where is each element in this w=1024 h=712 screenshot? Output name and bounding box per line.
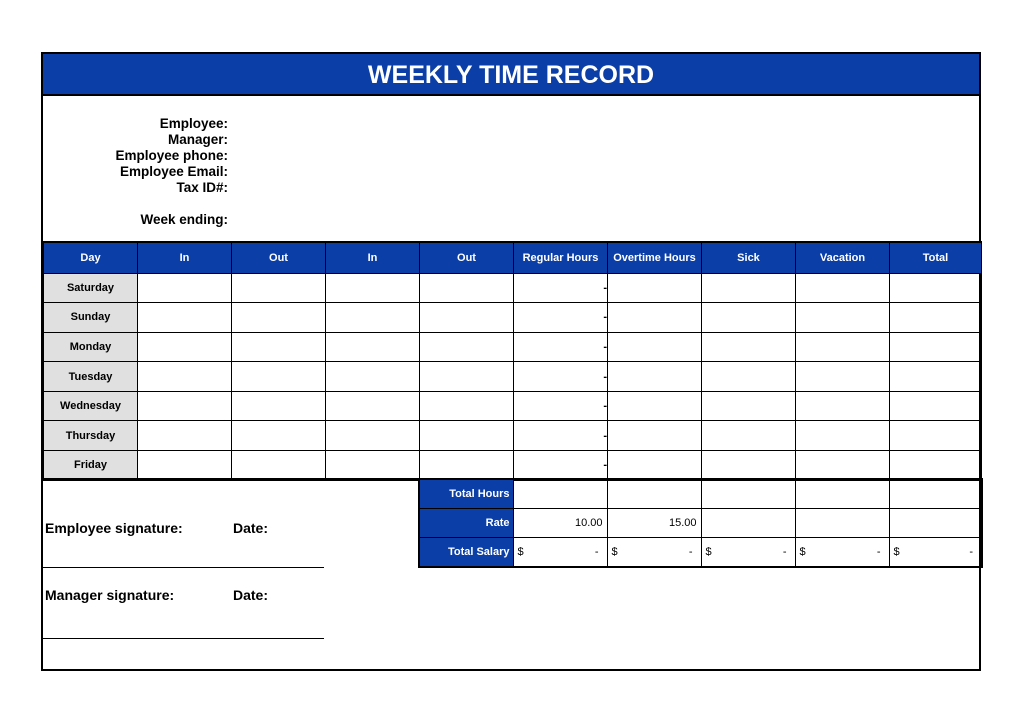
day-cell: Wednesday (44, 391, 138, 421)
currency-symbol: $ (611, 546, 618, 559)
page-title: WEEKLY TIME RECORD (43, 54, 979, 96)
employee-signature-line[interactable] (43, 567, 324, 568)
cell[interactable] (608, 391, 702, 421)
cell[interactable] (796, 362, 890, 392)
cell[interactable] (138, 451, 232, 481)
col-day: Day (44, 242, 138, 273)
regular-hours-cell: - (514, 362, 608, 392)
currency-symbol: $ (893, 546, 900, 559)
rate-label: Rate (419, 508, 513, 537)
cell[interactable] (889, 479, 982, 508)
table-row (44, 273, 982, 303)
cell[interactable] (232, 451, 326, 481)
col-vacation: Vacation (796, 242, 890, 273)
cell[interactable] (326, 421, 420, 451)
cell[interactable] (326, 273, 420, 303)
regular-hours-cell: - (514, 421, 608, 451)
cell[interactable] (702, 391, 796, 421)
cell[interactable] (420, 391, 514, 421)
total-hours-row (419, 479, 982, 508)
cell[interactable] (420, 303, 514, 333)
footer-divider (43, 478, 418, 480)
cell[interactable] (796, 421, 890, 451)
employee-info (43, 116, 228, 228)
cell[interactable] (326, 451, 420, 481)
table-row (44, 421, 982, 451)
rate-row (419, 508, 982, 537)
cell[interactable] (232, 332, 326, 362)
salary-cell (889, 538, 982, 567)
regular-hours-cell: - (514, 451, 608, 481)
cell[interactable] (889, 508, 982, 537)
table-row (44, 362, 982, 392)
cell[interactable] (796, 451, 890, 481)
regular-hours-cell: - (514, 332, 608, 362)
total-salary-row (419, 538, 982, 567)
col-out-2: Out (420, 242, 514, 273)
cell[interactable] (702, 421, 796, 451)
cell[interactable] (232, 303, 326, 333)
day-cell: Saturday (44, 273, 138, 303)
employee-phone-label: Employee phone: (115, 148, 228, 163)
manager-signature-line[interactable] (43, 638, 324, 639)
timesheet-table (43, 241, 982, 481)
regular-rate[interactable]: 10.00 (513, 508, 607, 537)
salary-value: - (782, 546, 787, 559)
cell[interactable] (420, 273, 514, 303)
cell[interactable] (890, 303, 982, 333)
cell[interactable] (608, 332, 702, 362)
cell[interactable] (513, 479, 607, 508)
salary-cell (795, 538, 889, 567)
salary-cell (513, 538, 607, 567)
cell[interactable] (890, 451, 982, 481)
col-overtime-hours: Overtime Hours (608, 242, 702, 273)
table-row (44, 451, 982, 481)
table-row (44, 332, 982, 362)
cell[interactable] (232, 273, 326, 303)
cell[interactable] (795, 508, 889, 537)
cell[interactable] (138, 391, 232, 421)
cell[interactable] (702, 273, 796, 303)
total-hours-label: Total Hours (419, 479, 513, 508)
employee-label: Employee: (159, 116, 228, 131)
total-salary-label: Total Salary (419, 538, 513, 567)
cell[interactable] (608, 273, 702, 303)
week-ending-label: Week ending: (140, 212, 228, 227)
cell[interactable] (232, 391, 326, 421)
cell[interactable] (420, 362, 514, 392)
currency-symbol: $ (799, 546, 806, 559)
employee-date-label: Date: (233, 520, 269, 536)
cell[interactable] (420, 451, 514, 481)
table-row (44, 303, 982, 333)
cell[interactable] (326, 332, 420, 362)
currency-symbol: $ (705, 546, 712, 559)
cell[interactable] (796, 332, 890, 362)
cell[interactable] (890, 362, 982, 392)
cell[interactable] (608, 362, 702, 392)
day-cell: Tuesday (44, 362, 138, 392)
regular-hours-cell: - (514, 391, 608, 421)
cell[interactable] (138, 362, 232, 392)
overtime-rate[interactable]: 15.00 (607, 508, 701, 537)
col-in-1: In (138, 242, 232, 273)
cell[interactable] (890, 332, 982, 362)
cell[interactable] (232, 421, 326, 451)
manager-date-label: Date: (233, 587, 269, 603)
cell[interactable] (607, 479, 701, 508)
manager-signature-label: Manager signature: (45, 587, 175, 603)
currency-symbol: $ (517, 546, 524, 559)
cell[interactable] (138, 303, 232, 333)
tax-id-label: Tax ID#: (176, 180, 228, 195)
cell[interactable] (138, 273, 232, 303)
time-record-sheet (41, 52, 981, 671)
cell[interactable] (420, 421, 514, 451)
cell[interactable] (702, 332, 796, 362)
cell[interactable] (232, 362, 326, 392)
col-out-1: Out (232, 242, 326, 273)
cell[interactable] (702, 303, 796, 333)
cell[interactable] (138, 332, 232, 362)
day-cell: Monday (44, 332, 138, 362)
cell[interactable] (608, 451, 702, 481)
employee-signature-label: Employee signature: (45, 520, 183, 536)
cell[interactable] (796, 273, 890, 303)
cell[interactable] (701, 479, 795, 508)
cell[interactable] (702, 362, 796, 392)
col-in-2: In (326, 242, 420, 273)
salary-cell (701, 538, 795, 567)
table-header-row (44, 242, 982, 273)
salary-cell (607, 538, 701, 567)
salary-value: - (688, 546, 693, 559)
regular-hours-cell: - (514, 273, 608, 303)
table-row (44, 391, 982, 421)
cell[interactable] (608, 303, 702, 333)
cell[interactable] (890, 273, 982, 303)
salary-value: - (876, 546, 881, 559)
cell[interactable] (796, 303, 890, 333)
cell[interactable] (890, 391, 982, 421)
col-total: Total (890, 242, 982, 273)
employee-email-label: Employee Email: (119, 164, 228, 179)
summary-table (418, 478, 983, 568)
col-sick: Sick (702, 242, 796, 273)
day-cell: Sunday (44, 303, 138, 333)
cell[interactable] (608, 421, 702, 451)
cell[interactable] (702, 451, 796, 481)
cell[interactable] (420, 332, 514, 362)
cell[interactable] (138, 421, 232, 451)
day-cell: Friday (44, 451, 138, 481)
salary-value: - (594, 546, 599, 559)
info-spacer (43, 196, 228, 212)
cell[interactable] (890, 421, 982, 451)
cell[interactable] (326, 362, 420, 392)
cell[interactable] (701, 508, 795, 537)
regular-hours-cell: - (514, 303, 608, 333)
cell[interactable] (795, 479, 889, 508)
manager-label: Manager: (167, 132, 228, 147)
cell[interactable] (326, 391, 420, 421)
salary-value: - (969, 546, 973, 559)
cell[interactable] (326, 303, 420, 333)
col-regular-hours: Regular Hours (514, 242, 608, 273)
cell[interactable] (796, 391, 890, 421)
day-cell: Thursday (44, 421, 138, 451)
